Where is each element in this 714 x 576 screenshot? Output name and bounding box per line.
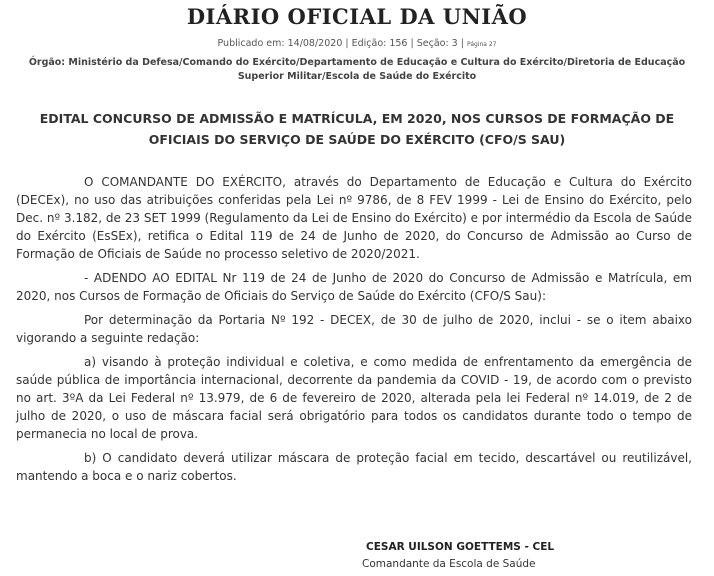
paragraph-item-a: a) visando à proteção individual e coletiva, e como medida de enfrentamento da emergência de saúde pública de importância internacional, decorrente da pandemia da COVID - 19, de acordo com o previsto no art. 3ºA da Lei Federal nº 13.979, de 6 de fevereiro de 2020, alterada pela lei Federal nº 14.019, de 2 de julho de 2020, o uso de máscara facial será obrigatório para todos os candidatos durante todo o tempo de permanecia no local de prova. [16, 355, 692, 441]
paragraph-determination: Por determinação da Portaria Nº 192 - DECEX, de 30 de julho de 2020, inclui - se o item abaixo vigorando a seguinte redação: [16, 313, 692, 345]
paragraph-item-b: b) O candidato deverá utilizar máscara de proteção facial em tecido, descartável ou reutilizável, mantendo a boca e o nariz cobertos. [16, 451, 692, 483]
signatory-role: Comandante da Escola de Saúde [362, 558, 536, 570]
document-heading: EDITAL CONCURSO DE ADMISSÃO E MATRÍCULA, EM 2020, NOS CURSOS DE FORMAÇÃO DE OFICIAIS DO SERVIÇO DE SAÚDE DO EXÉRCITO (CFO/S SAU) [39, 111, 675, 147]
issuing-organ: Órgão: Ministério da Defesa/Comando do Exército/Departamento de Educação e Cultura do Exército/Diretoria de Educação Superior Militar/Escola de Saúde do Exército [28, 57, 686, 82]
publication-details: Publicado em: 14/08/2020 | Edição: 156 | Seção: 3 | [217, 38, 464, 49]
page-number: Página 27 [466, 41, 497, 48]
publication-info [0, 38, 714, 49]
paragraph-intro: O COMANDANTE DO EXÉRCITO, através do Departamento de Educação e Cultura do Exército (DECEx), no uso das atribuições conferidas pela Lei nº 9786, de 8 FEV 1999 - Lei de Ensino do Exército, pelo Dec. nº 3.182, de 23 SET 1999 (Regulamento da Lei de Ensino do Exército) e por intermédio da Escola de Saúde do Exército (EsSEx), retifica o Edital 119 de 24 de Junho de 2020, do Concurso de Admissão ao Curso de Formação de Oficiais de Saúde no processo seletivo de 2020/2021. [16, 175, 692, 261]
newspaper-title: DIÁRIO OFICIAL DA UNIÃO [186, 4, 528, 29]
document-body [16, 173, 692, 491]
signatory-name: CESAR UILSON GOETTEMS - CEL [366, 541, 555, 553]
paragraph-addendum: - ADENDO AO EDITAL Nr 119 de 24 de Junho de 2020 do Concurso de Admissão e Matrícula, em 2020, nos Cursos de Formação de Oficiais do Serviço de Saúde do Exército (CFO/S Sau): [16, 271, 692, 303]
